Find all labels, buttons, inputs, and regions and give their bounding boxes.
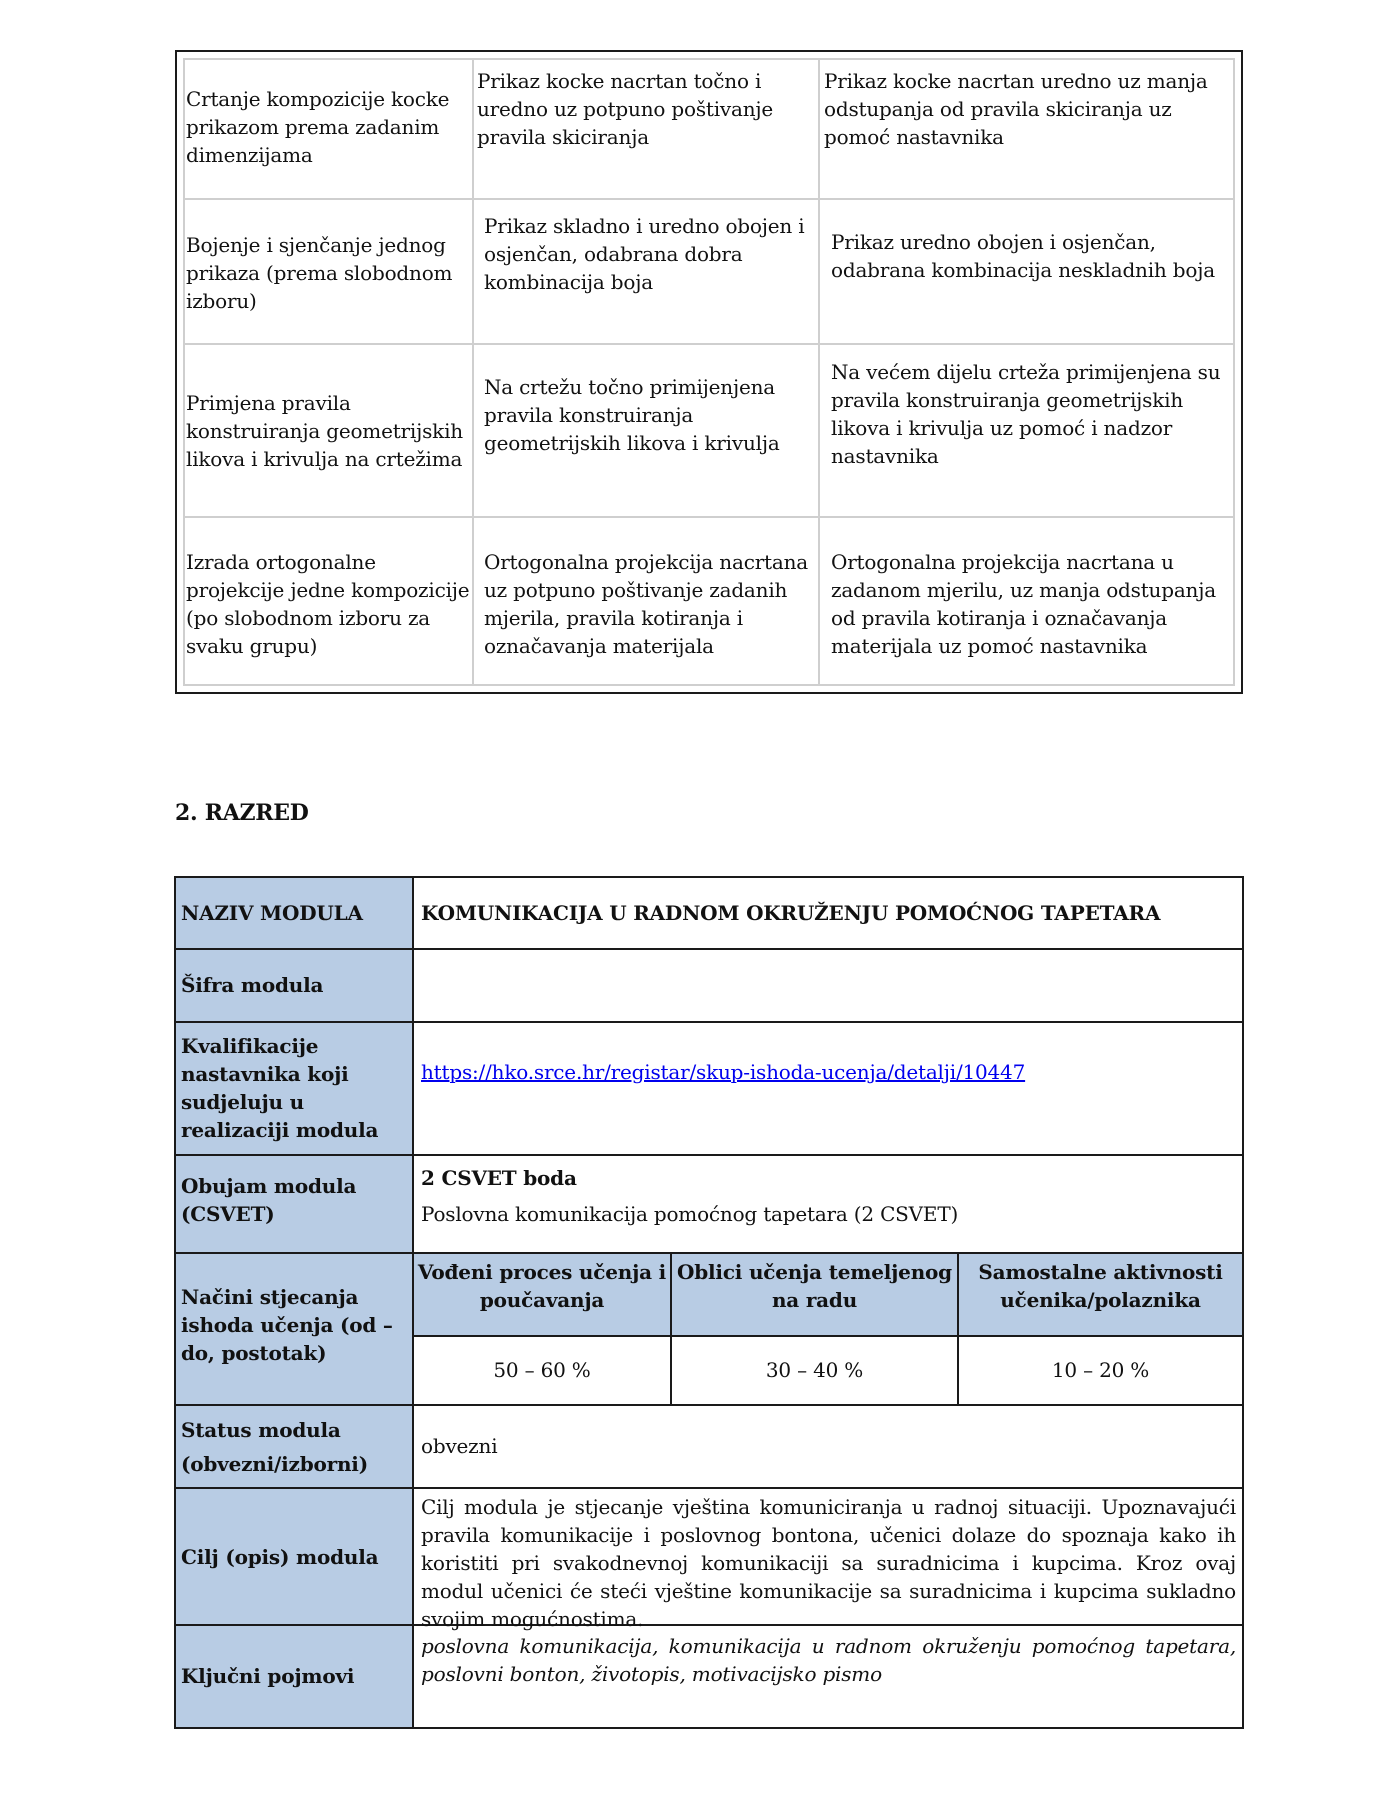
row-divider (175, 1021, 1244, 1023)
section-heading: 2. RAZRED (175, 800, 309, 826)
row-divider (175, 1487, 1244, 1489)
row-divider (413, 1335, 1243, 1337)
qualifications-link[interactable]: https://hko.srce.hr/registar/skup-ishoda-ucenja/detalji/10447 (421, 1060, 1026, 1084)
table-row-task: Primjena pravila konstruiranja geometrijskih likova i krivulja na crtežima (186, 391, 463, 471)
key-terms: poslovna komunikacija, komunikacija u radnom okruženju pomoćnog tapetara, poslovni bonton, životopis, motivacijsko pismo (421, 1634, 1236, 1686)
row-divider (175, 1404, 1244, 1406)
method-header-guided: Vođeni proces učenja i poučavanja (417, 1260, 667, 1312)
label-cilj: Cilj (opis) modula (181, 1545, 379, 1569)
table-row-excellent: Prikaz kocke nacrtan točno i uredno uz potpuno poštivanje pravila skiciranja (477, 69, 774, 149)
module-goal: Cilj modula je stjecanje vještina komuniciranja u radnoj situaciji. Upoznavajući pravila komunikacije i poslovnog bontona, učenici dolaze do spoznaja kako ih koristiti pri svakodnevnoj komunikaciji sa suradnicima i kupcima. Kroz ovaj modul učenici će steći vještine komunikacije sa suradnicima i kupcima sukladno svojim mogućnostima. (421, 1495, 1236, 1631)
table-row-task: Bojenje i sjenčanje jednog prikaza (prema slobodnom izboru) (186, 233, 453, 313)
method-value-work-based: 30 – 40 % (765, 1358, 864, 1382)
column-divider (472, 58, 474, 686)
table-border (174, 876, 176, 1729)
label-obujam: Obujam modula (CSVET) (181, 1174, 357, 1226)
label-nacini: Načini stjecanja ishoda učenja (od – do, postotak) (181, 1285, 393, 1365)
table-row-satisfactory: Ortogonalna projekcija nacrtana u zadanom mjerilu, uz manja odstupanja od pravila kotiranja i označavanja materijala uz pomoć nastavnika (831, 550, 1216, 658)
column-divider (818, 58, 820, 686)
label-status: Status modula (obvezni/izborni) (181, 1418, 368, 1476)
table-row-excellent: Na crtežu točno primijenjena pravila konstruiranja geometrijskih likova i krivulja (484, 375, 780, 455)
module-points-detail: Poslovna komunikacija pomoćnog tapetara (2 CSVET) (421, 1202, 959, 1226)
table-row-excellent: Prikaz skladno i uredno obojen i osjenčan, odabrana dobra kombinacija boja (484, 214, 805, 294)
table-row-excellent: Ortogonalna projekcija nacrtana uz potpuno poštivanje zadanih mjerila, pravila kotiranja i označavanja materijala (484, 550, 809, 658)
label-kvalifikacije: Kvalifikacije nastavnika koji sudjeluju u realizaciji modula (181, 1034, 379, 1142)
table-border (175, 1727, 1244, 1729)
row-divider (175, 1154, 1244, 1156)
method-value-guided: 50 – 60 % (493, 1358, 591, 1382)
label-naziv-modula: NAZIV MODULA (181, 901, 363, 925)
label-kljucni-pojmovi: Ključni pojmovi (181, 1664, 355, 1688)
row-divider (183, 516, 1235, 518)
row-divider (183, 343, 1235, 345)
label-sifra-modula: Šifra modula (181, 973, 324, 997)
table-border (175, 876, 1244, 878)
table-row-task: Izrada ortogonalne projekcije jedne kompozicije (po slobodnom izboru za svaku grupu) (186, 550, 470, 658)
row-divider (175, 948, 1244, 950)
table-row-satisfactory: Prikaz uredno obojen i osjenčan, odabrana kombinacija neskladnih boja (831, 230, 1215, 282)
method-header-independent: Samostalne aktivnosti učenika/polaznika (978, 1260, 1223, 1312)
table-row-satisfactory: Prikaz kocke nacrtan uredno uz manja odstupanja od pravila skiciranja uz pomoć nastavnika (824, 69, 1208, 149)
table-row-satisfactory: Na većem dijelu crteža primijenjena su pravila konstruiranja geometrijskih likova i krivulja uz pomoć i nadzor nastavnika (831, 360, 1221, 468)
module-name: KOMUNIKACIJA U RADNOM OKRUŽENJU POMOĆNOG TAPETARA (421, 901, 1161, 925)
row-divider (183, 198, 1235, 200)
table-row-task: Crtanje kompozicije kocke prikazom prema zadanim dimenzijama (186, 87, 450, 167)
method-value-independent: 10 – 20 % (1051, 1358, 1150, 1382)
method-header-work-based: Oblici učenja temeljenog na radu (677, 1260, 952, 1312)
row-divider (175, 1252, 1244, 1254)
module-points: 2 CSVET boda (421, 1166, 577, 1190)
module-status: obvezni (421, 1434, 498, 1458)
table-border (1242, 876, 1244, 1729)
